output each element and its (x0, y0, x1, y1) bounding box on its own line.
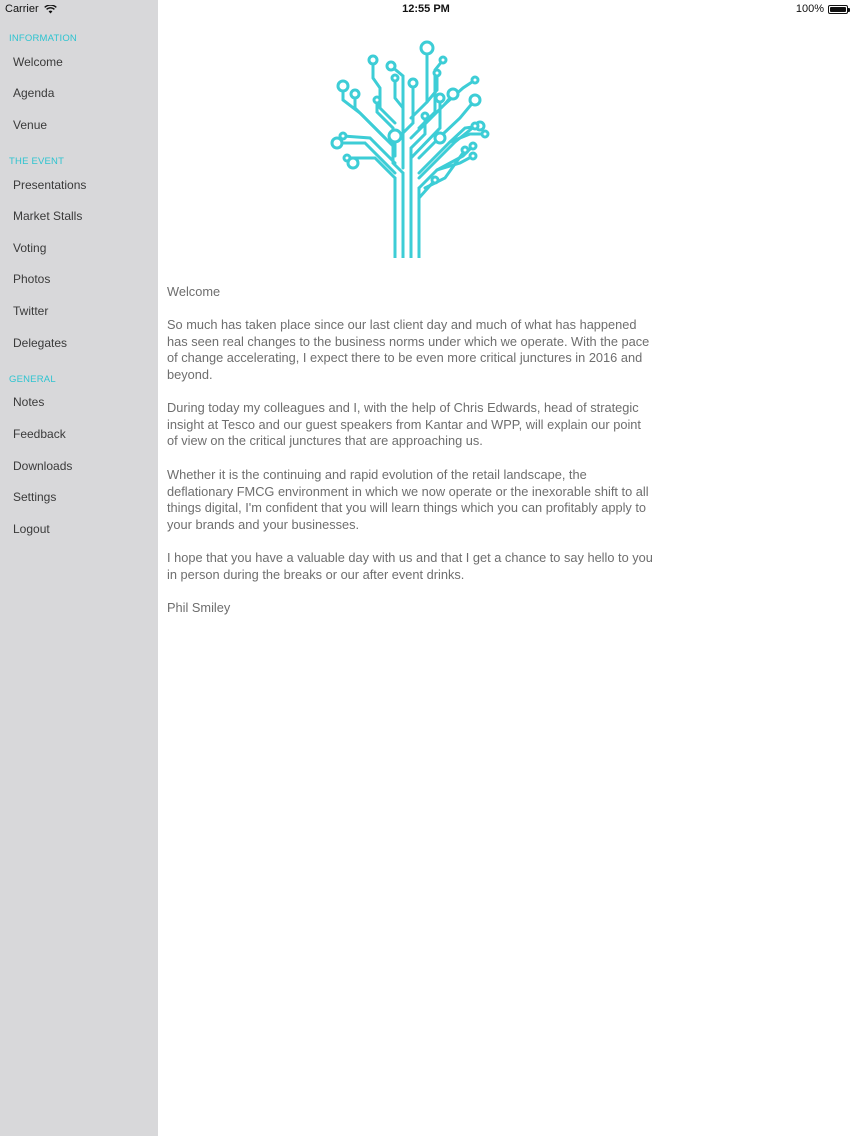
sidebar-item-agenda[interactable]: Agenda (13, 86, 55, 100)
sidebar (0, 0, 158, 1136)
welcome-paragraph-3: Whether it is the continuing and rapid evolution of the retail landscape, the deflationary FMCG environment in which we now operate or the inexorable shift to all things digital, I'm confident that you will learn things which you can profitably apply to your brands and your businesses. (167, 467, 649, 533)
sidebar-item-presentations[interactable]: Presentations (13, 178, 87, 192)
sidebar-item-notes[interactable]: Notes (13, 395, 45, 409)
sidebar-item-venue[interactable]: Venue (13, 118, 48, 132)
sidebar-item-feedback[interactable]: Feedback (13, 427, 66, 441)
battery-percent: 100% (795, 3, 824, 15)
sidebar-item-delegates[interactable]: Delegates (13, 336, 68, 350)
sidebar-item-market-stalls[interactable]: Market Stalls (13, 209, 83, 223)
sidebar-item-voting[interactable]: Voting (13, 241, 47, 255)
sidebar-item-downloads[interactable]: Downloads (13, 459, 73, 473)
status-right (796, 3, 848, 15)
sidebar-item-welcome[interactable]: Welcome (13, 55, 63, 69)
section-header-general: GENERAL (9, 374, 56, 385)
status-time: 12:55 PM (402, 3, 450, 15)
status-bar (0, 0, 852, 18)
welcome-paragraph-4: I hope that you have a valuable day with us and that I get a chance to say hello to you in person during the breaks or our after event drinks. (167, 550, 653, 582)
battery-icon (828, 5, 848, 14)
signature: Phil Smiley (167, 600, 231, 615)
welcome-paragraph-1: So much has taken place since our last client day and much of what has happened has seen real changes to the business norms under which we operate. With the pace of change accelerating, I expect there to be even more critical junctures in 2016 and beyond. (167, 317, 650, 383)
sidebar-item-settings[interactable]: Settings (13, 490, 57, 504)
circuit-tree-icon (325, 38, 495, 258)
sidebar-item-twitter[interactable]: Twitter (13, 304, 49, 318)
section-header-the-event: THE EVENT (9, 156, 65, 167)
sidebar-item-logout[interactable]: Logout (13, 522, 50, 536)
page-title: Welcome (167, 284, 221, 299)
carrier-label: Carrier (5, 3, 39, 15)
section-header-information: INFORMATION (9, 33, 77, 44)
welcome-paragraph-2: During today my colleagues and I, with the help of Chris Edwards, head of strategic insight at Tesco and our guest speakers from Kantar and WPP, will explain our point of view on the critical junctures that are approaching us. (167, 400, 641, 449)
sidebar-item-photos[interactable]: Photos (13, 272, 51, 286)
